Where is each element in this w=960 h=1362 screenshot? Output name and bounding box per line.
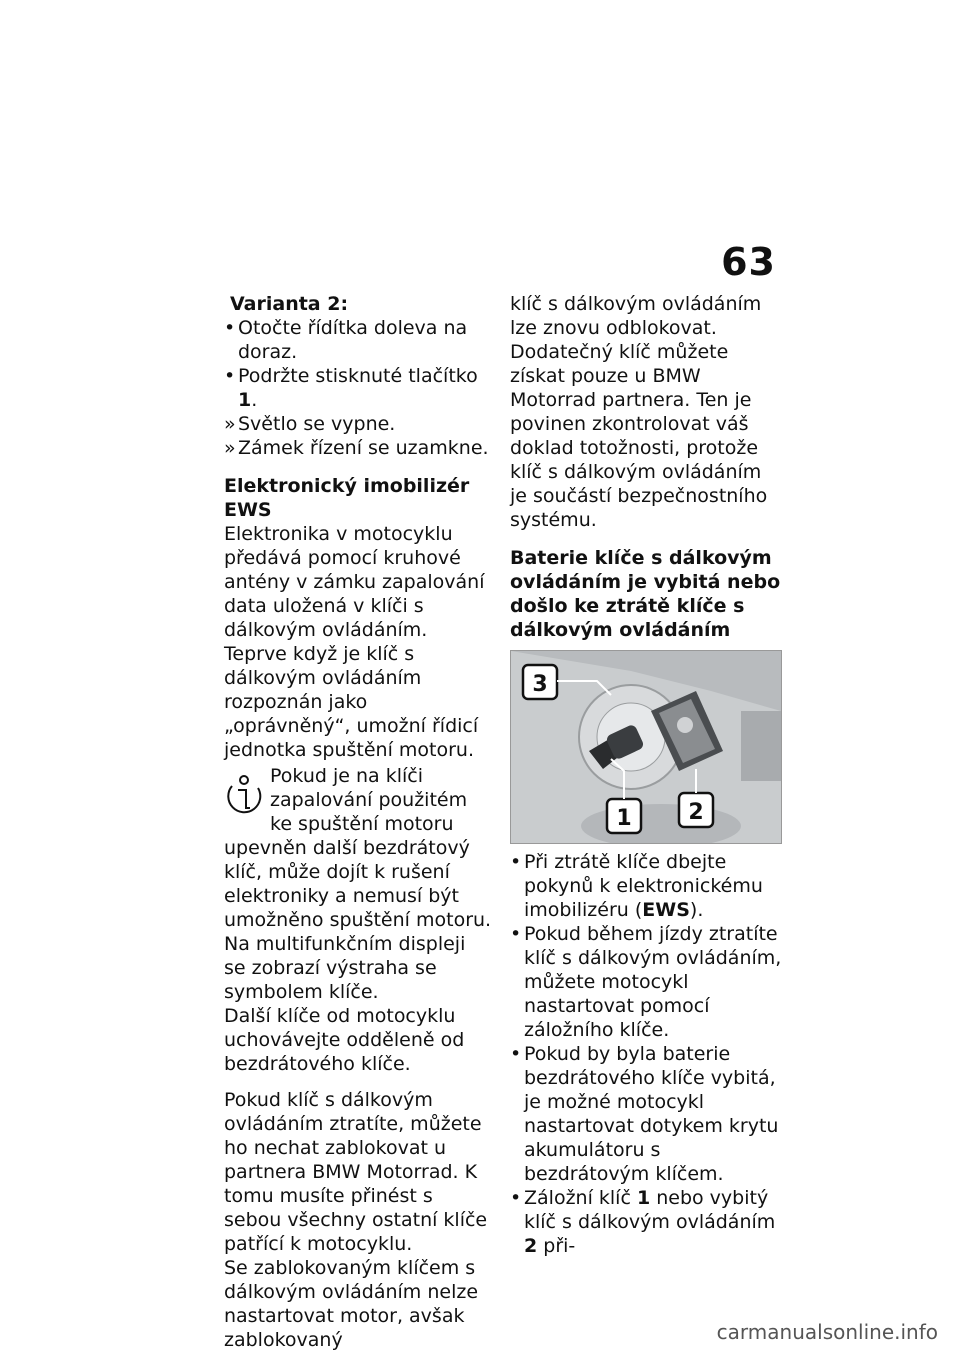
bullet-text-mid: nebo vybitý klíč s dálkovým ovládáním [524, 1187, 776, 1233]
info-text-2: Další klíče od motocyklu uchovávejte odděleně od bezdrátového klíče. [224, 1005, 465, 1075]
right-column [510, 292, 782, 1258]
left-column [224, 292, 492, 1352]
bullet-text-post: při- [537, 1235, 576, 1257]
bullet-ref: EWS [642, 899, 690, 921]
battery-bullet [510, 1186, 782, 1258]
step-item [224, 364, 492, 412]
battery-bullet [510, 850, 782, 922]
bullet-text: Záložní klíč [524, 1187, 637, 1209]
result-item: » Světlo se vypne. [224, 412, 492, 436]
step-list [224, 316, 492, 412]
continued-text: klíč s dálkovým ovládáním lze znovu odblokovat. [510, 293, 762, 339]
bullet-text: Pokud během jízdy ztratíte klíč s dálkovým ovládáním, můžete motocykl nastartovat pomocí záložního klíče. [524, 923, 782, 1041]
result-list [224, 412, 492, 460]
step-text-post: . [251, 389, 258, 411]
bullet-text: Při ztrátě klíče dbejte pokynů k elektronickému imobilizéru ( [524, 851, 763, 921]
page-number: 63 [721, 240, 776, 284]
lost-key-text: Pokud klíč s dálkovým ovládáním ztratíte, můžete ho nechat zablokovat u partnera BMW Motorrad. K tomu musíte přinést s sebou všechny ostatní klíče patřící k motocyklu. [224, 1089, 488, 1255]
blocked-key-text: Se zablokovaným klíčem s dálkovým ovládáním nelze nastartovat motor, avšak zablokovaný [224, 1257, 479, 1351]
battery-bullet-list [510, 850, 782, 1258]
battery-bullet [510, 922, 782, 1042]
extra-key-text: Dodatečný klíč můžete získat pouze u BMW Motorrad partnera. Ten je povinen zkontrolovat váš doklad totožnosti, protože klíč s dálkovým ovládáním je součástí bezpečnostního systému. [510, 341, 768, 531]
result-item: » Zámek řízení se uzamkne. [224, 436, 492, 460]
bullet-text-post: ). [689, 899, 704, 921]
info-icon [224, 766, 264, 816]
bullet-ref-2: 2 [524, 1235, 538, 1257]
battery-heading: Baterie klíče s dálkovým ovládáním je vybitá nebo došlo ke ztrátě klíče s dálkovým ovládáním [510, 547, 781, 641]
variant-title: Varianta 2: [230, 293, 349, 315]
info-text: Pokud je na klíči zapalování použitém ke spuštění motoru upevněn další bezdrátový klíč, může dojít k rušení elektroniky a nemusí být umožněno spuštění motoru. Na multifunkčním displeji se zobrazí výstraha se symbolem klíče. [224, 765, 492, 1003]
key-illustration [510, 650, 782, 844]
ews-heading: Elektronický imobilizér EWS [224, 475, 470, 521]
step-text: Podržte stisknuté tlačítko [238, 365, 478, 387]
callout-label-1: 1 [616, 806, 632, 831]
callout-label-3: 3 [532, 672, 548, 697]
step-text: Otočte řídítka doleva na doraz. [238, 317, 468, 363]
callout-label-2: 2 [688, 800, 704, 825]
battery-bullet [510, 1042, 782, 1186]
watermark: carmanualsonline.info [716, 1320, 938, 1344]
key-illustration-svg [511, 651, 781, 843]
info-block [224, 764, 492, 1004]
bullet-text: Pokud by byla baterie bezdrátového klíče vybitá, je možné motocykl nastartovat dotykem krytu akumulátoru s bezdrátovým klíčem. [524, 1043, 779, 1185]
step-item [224, 316, 492, 364]
ews-text: Elektronika v motocyklu předává pomocí kruhové antény v zámku zapalování data uložená v klíči s dálkovým ovládáním. Teprve když je klíč s dálkovým ovládáním rozpoznán jako „oprávněný“, umožní řídicí jednotka spuštění motoru. [224, 523, 485, 761]
bullet-ref: 1 [636, 1187, 651, 1209]
step-ref: 1 [238, 389, 252, 411]
